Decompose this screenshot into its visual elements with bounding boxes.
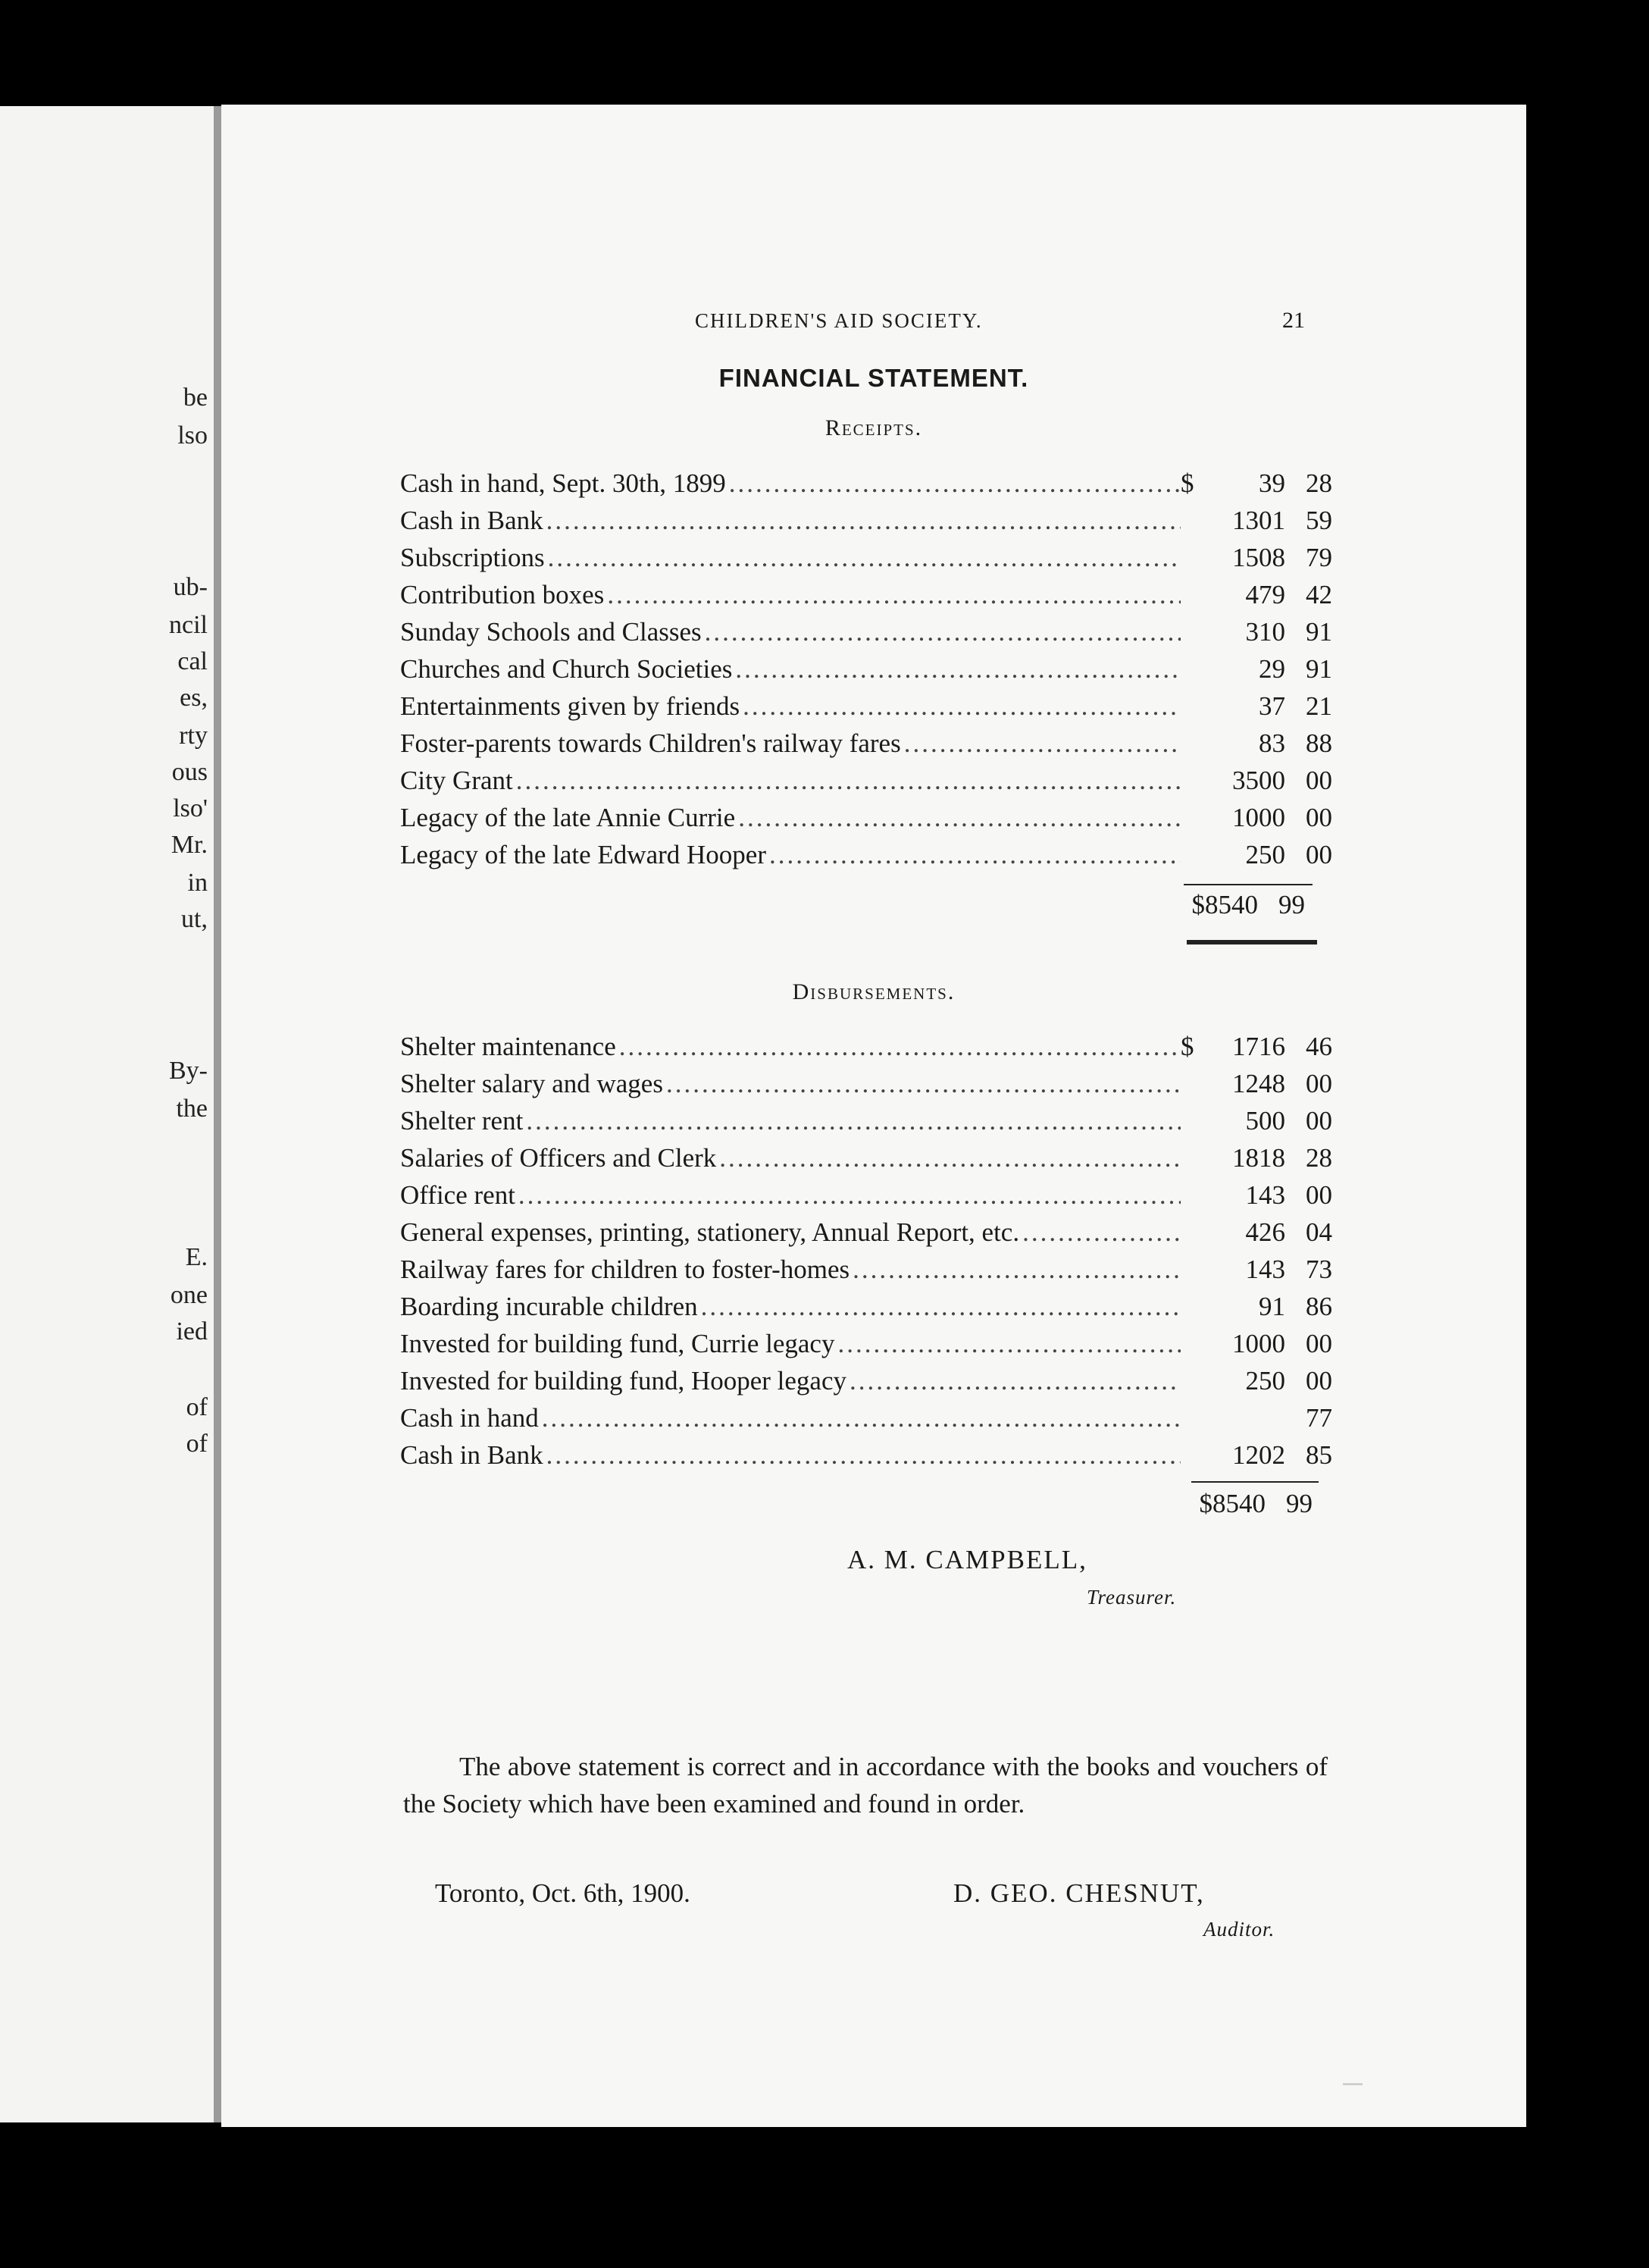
receipt-row bbox=[400, 654, 1332, 691]
disbursement-row-cents: 00 bbox=[1306, 1069, 1332, 1098]
leader-dots bbox=[743, 691, 1181, 722]
disbursement-row bbox=[400, 1217, 1332, 1255]
leader-dots bbox=[719, 1143, 1181, 1173]
leader-dots bbox=[904, 728, 1181, 759]
left-page-text-fragment: lso bbox=[177, 421, 208, 450]
disbursement-row bbox=[400, 1440, 1332, 1477]
leader-dots bbox=[546, 506, 1181, 536]
disbursement-row-amount: 143 bbox=[1245, 1180, 1285, 1210]
disbursement-row-amount: 1716 bbox=[1232, 1032, 1285, 1061]
receipt-row-cents: 88 bbox=[1306, 728, 1332, 758]
leader-dots bbox=[1022, 1217, 1181, 1248]
receipt-row-amount: 310 bbox=[1245, 617, 1285, 647]
leader-dots bbox=[546, 1440, 1181, 1471]
left-page-text-fragment: cal bbox=[177, 647, 208, 675]
receipt-row-amount: 479 bbox=[1245, 580, 1285, 609]
disbursement-row-cents: 04 bbox=[1306, 1217, 1332, 1247]
audit-statement-text: The above statement is correct and in accordance with the books and vouchers of the Society which have been examined and found in order. bbox=[403, 1752, 1328, 1818]
receipt-row-amount: 83 bbox=[1259, 728, 1285, 758]
leader-dots bbox=[607, 580, 1181, 610]
disbursement-row-label: Shelter maintenance bbox=[400, 1032, 616, 1061]
disbursements-subtotal-rule bbox=[1191, 1481, 1319, 1483]
disbursement-row-amount: 143 bbox=[1245, 1255, 1285, 1284]
receipt-row bbox=[400, 468, 1332, 506]
leader-dots bbox=[666, 1069, 1181, 1099]
left-page-text-fragment: ied bbox=[176, 1317, 208, 1345]
disbursement-row-label: Invested for building fund, Currie legacy bbox=[400, 1329, 835, 1358]
receipt-row-label: Legacy of the late Annie Currie bbox=[400, 803, 736, 832]
receipt-row-amount: 3500 bbox=[1232, 766, 1285, 795]
receipt-row-cents: 21 bbox=[1306, 691, 1332, 721]
disbursements-table bbox=[400, 1032, 1332, 1477]
leader-dots bbox=[729, 468, 1181, 499]
receipt-row-cents: 79 bbox=[1306, 543, 1332, 572]
disbursement-row-label: Cash in hand bbox=[400, 1403, 539, 1433]
receipt-row bbox=[400, 728, 1332, 766]
receipt-row bbox=[400, 506, 1332, 543]
disbursement-row bbox=[400, 1366, 1332, 1403]
disbursement-row bbox=[400, 1255, 1332, 1292]
disbursements-total bbox=[1175, 1489, 1313, 1519]
document-page bbox=[221, 105, 1526, 2127]
audit-statement bbox=[403, 1748, 1328, 1822]
receipts-table bbox=[400, 468, 1332, 877]
leader-dots bbox=[850, 1366, 1181, 1396]
disbursement-row bbox=[400, 1106, 1332, 1143]
receipt-row bbox=[400, 803, 1332, 840]
disbursement-row-cents: 00 bbox=[1306, 1366, 1332, 1396]
disbursement-row-amount: 426 bbox=[1245, 1217, 1285, 1247]
disbursement-row bbox=[400, 1403, 1332, 1440]
disbursement-row-label: Office rent bbox=[400, 1180, 515, 1210]
auditor-name: D. GEO. CHESNUT, bbox=[953, 1878, 1205, 1908]
running-head: CHILDREN'S AID SOCIETY. bbox=[695, 309, 983, 332]
receipt-row bbox=[400, 766, 1332, 803]
left-page-text-fragment: one bbox=[170, 1281, 208, 1309]
disbursement-row-label: Shelter rent bbox=[400, 1106, 524, 1136]
disbursement-row-amount: 1248 bbox=[1232, 1069, 1285, 1098]
receipts-total bbox=[1167, 890, 1305, 920]
left-page-text-fragment: ub- bbox=[173, 573, 208, 601]
leader-dots bbox=[548, 543, 1181, 573]
receipt-row-cents: 00 bbox=[1306, 766, 1332, 795]
disbursement-row-label: Invested for building fund, Hooper legacy bbox=[400, 1366, 847, 1396]
receipt-row-label: Cash in Bank bbox=[400, 506, 543, 535]
left-page-text-fragment: ncil bbox=[169, 611, 208, 639]
left-page-text-fragment: ut, bbox=[181, 905, 208, 933]
left-page-text-fragment: lso' bbox=[173, 794, 208, 822]
receipt-row bbox=[400, 543, 1332, 580]
left-page-fragment bbox=[0, 106, 218, 2122]
disbursement-row-label: Salaries of Officers and Clerk bbox=[400, 1143, 717, 1173]
receipt-row-amount: 1508 bbox=[1232, 543, 1285, 572]
disbursement-row-amount: 500 bbox=[1245, 1106, 1285, 1136]
leader-dots bbox=[518, 1180, 1181, 1211]
place-and-date: Toronto, Oct. 6th, 1900. bbox=[435, 1878, 690, 1908]
receipt-row bbox=[400, 580, 1332, 617]
disbursement-row-cents: 77 bbox=[1306, 1403, 1332, 1433]
receipts-heading: Receipts. bbox=[824, 415, 923, 440]
leader-dots bbox=[516, 766, 1181, 796]
receipt-row-amount: 39 bbox=[1259, 468, 1285, 498]
receipt-row-label: Sunday Schools and Classes bbox=[400, 617, 702, 647]
page-blemish bbox=[1343, 2083, 1363, 2085]
leader-dots bbox=[853, 1255, 1181, 1285]
statement-title: FINANCIAL STATEMENT. bbox=[718, 364, 1029, 392]
disbursements-total-amount: $8540 bbox=[1199, 1489, 1266, 1518]
receipt-row-cents: 59 bbox=[1306, 506, 1332, 535]
disbursement-row bbox=[400, 1069, 1332, 1106]
disbursement-row-amount: 250 bbox=[1245, 1366, 1285, 1396]
receipt-row-cents: 00 bbox=[1306, 803, 1332, 832]
receipts-total-cents: 99 bbox=[1278, 890, 1305, 919]
treasurer-name: A. M. CAMPBELL, bbox=[847, 1545, 1087, 1574]
leader-dots bbox=[542, 1403, 1181, 1433]
disbursement-row-amount: 1818 bbox=[1232, 1143, 1285, 1173]
left-page-text-fragment: of bbox=[186, 1430, 208, 1458]
left-page-text-fragment: of bbox=[186, 1393, 208, 1421]
receipt-row-amount: 29 bbox=[1259, 654, 1285, 684]
receipt-row-label: Churches and Church Societies bbox=[400, 654, 733, 684]
left-page-text-fragment: By- bbox=[169, 1057, 208, 1085]
left-page-text-fragment: in bbox=[187, 869, 208, 897]
receipt-row-label: Subscriptions bbox=[400, 543, 545, 572]
left-page-text-fragment: rty bbox=[179, 722, 208, 750]
receipts-total-amount: $8540 bbox=[1191, 890, 1258, 919]
leader-dots bbox=[837, 1329, 1181, 1359]
receipt-row-amount: 250 bbox=[1245, 840, 1285, 869]
disbursement-row-label: Boarding incurable children bbox=[400, 1292, 698, 1321]
leader-dots bbox=[769, 840, 1181, 870]
disbursement-row bbox=[400, 1329, 1332, 1366]
leader-dots bbox=[526, 1106, 1181, 1136]
receipt-row-cents: 00 bbox=[1306, 840, 1332, 869]
disbursement-row-cents: 28 bbox=[1306, 1143, 1332, 1173]
disbursement-row-label: Railway fares for children to foster-homes bbox=[400, 1255, 850, 1284]
receipts-subtotal-rule bbox=[1184, 884, 1313, 885]
disbursements-total-cents: 99 bbox=[1286, 1489, 1313, 1518]
receipt-row-label: Cash in hand, Sept. 30th, 1899 bbox=[400, 468, 726, 498]
book-gutter bbox=[214, 106, 221, 2122]
receipt-row-amount: 1301 bbox=[1232, 506, 1285, 535]
receipt-row-cents: 28 bbox=[1306, 468, 1332, 498]
page-number: 21 bbox=[1282, 308, 1305, 333]
leader-dots bbox=[705, 617, 1181, 647]
disbursement-row-amount: 1000 bbox=[1232, 1329, 1285, 1358]
receipt-row bbox=[400, 617, 1332, 654]
receipt-row-label: City Grant bbox=[400, 766, 513, 795]
disbursement-row bbox=[400, 1032, 1332, 1069]
receipt-row-cents: 91 bbox=[1306, 617, 1332, 647]
disbursement-row bbox=[400, 1180, 1332, 1217]
disbursement-row-cents: 00 bbox=[1306, 1180, 1332, 1210]
leader-dots bbox=[619, 1032, 1181, 1062]
disbursement-row bbox=[400, 1143, 1332, 1180]
disbursement-row-cents: 00 bbox=[1306, 1329, 1332, 1358]
left-page-text-fragment: be bbox=[183, 384, 208, 412]
disbursement-row-cents: 73 bbox=[1306, 1255, 1332, 1284]
left-page-text-fragment: E. bbox=[185, 1243, 208, 1271]
disbursement-row-amount: 1202 bbox=[1232, 1440, 1285, 1470]
left-page-text-fragment: Mr. bbox=[171, 831, 208, 859]
receipt-row-label: Legacy of the late Edward Hooper bbox=[400, 840, 766, 869]
disbursement-row-cents: 85 bbox=[1306, 1440, 1332, 1470]
leader-dots bbox=[735, 654, 1181, 684]
left-page-text-fragment: es, bbox=[180, 684, 208, 712]
receipt-row bbox=[400, 691, 1332, 728]
receipt-row-dollar-sign: $ bbox=[1181, 468, 1194, 498]
left-page-text-fragment: the bbox=[176, 1095, 208, 1123]
receipt-row-label: Foster-parents towards Children's railway fares bbox=[400, 728, 901, 758]
receipt-row bbox=[400, 840, 1332, 877]
receipts-total-double-rule bbox=[1187, 940, 1317, 944]
auditor-title: Auditor. bbox=[1203, 1918, 1275, 1941]
disbursement-row-cents: 86 bbox=[1306, 1292, 1332, 1321]
receipt-row-amount: 1000 bbox=[1232, 803, 1285, 832]
receipt-row-cents: 91 bbox=[1306, 654, 1332, 684]
leader-dots bbox=[738, 803, 1181, 833]
disbursement-row-cents: 46 bbox=[1306, 1032, 1332, 1061]
receipt-row-amount: 37 bbox=[1259, 691, 1285, 721]
disbursement-row-label: Shelter salary and wages bbox=[400, 1069, 663, 1098]
disbursement-row-dollar-sign: $ bbox=[1181, 1032, 1194, 1061]
left-page-text-fragment: ous bbox=[171, 758, 208, 786]
disbursement-row-label: Cash in Bank bbox=[400, 1440, 543, 1470]
disbursements-heading: Disbursements. bbox=[792, 979, 956, 1004]
disbursement-row bbox=[400, 1292, 1332, 1329]
leader-dots bbox=[701, 1292, 1181, 1322]
disbursement-row-cents: 00 bbox=[1306, 1106, 1332, 1136]
receipt-row-cents: 42 bbox=[1306, 580, 1332, 609]
receipt-row-label: Entertainments given by friends bbox=[400, 691, 740, 721]
receipt-row-label: Contribution boxes bbox=[400, 580, 605, 609]
disbursement-row-amount: 91 bbox=[1259, 1292, 1285, 1321]
treasurer-title: Treasurer. bbox=[1087, 1586, 1177, 1609]
disbursement-row-label: General expenses, printing, stationery, Annual Report, etc. bbox=[400, 1217, 1020, 1247]
